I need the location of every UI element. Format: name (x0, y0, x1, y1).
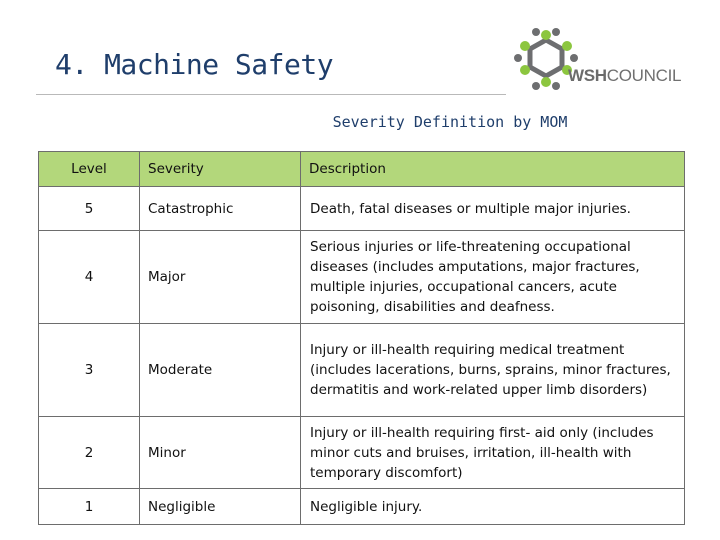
cell-level: 3 (39, 324, 140, 417)
cell-level: 4 (39, 231, 140, 324)
table-row (39, 324, 685, 417)
cell-severity: Catastrophic (140, 187, 301, 231)
cell-severity: Moderate (140, 324, 301, 417)
title-underline (36, 94, 506, 95)
cell-severity: Negligible (140, 489, 301, 525)
table-row (39, 489, 685, 525)
table-caption: Severity Definition by MOM (332, 113, 568, 131)
header-severity: Severity (140, 152, 301, 187)
table-row (39, 231, 685, 324)
cell-description: Injury or ill-health requiring first- aid only (includes minor cuts and bruises, irritation, ill-health with temporary discomfort) (301, 417, 685, 489)
logo-wordmark: WSHCOUNCIL (568, 66, 682, 85)
table-row (39, 187, 685, 231)
severity-table (38, 151, 685, 525)
wsh-council-logo-icon (512, 22, 692, 102)
header-description: Description (301, 152, 685, 187)
logo-ring (530, 40, 562, 76)
cell-level: 5 (39, 187, 140, 231)
cell-level: 2 (39, 417, 140, 489)
cell-description: Injury or ill-health requiring medical treatment (includes lacerations, burns, sprains, minor fractures, dermatitis and work-related upper limb disorders) (301, 324, 685, 417)
slide-title: 4. Machine Safety (55, 48, 334, 81)
cell-description: Negligible injury. (301, 489, 685, 525)
cell-severity: Minor (140, 417, 301, 489)
table-row (39, 417, 685, 489)
cell-description: Death, fatal diseases or multiple major injuries. (301, 187, 685, 231)
table-header-row (39, 152, 685, 187)
cell-severity: Major (140, 231, 301, 324)
cell-description: Serious injuries or life-threatening occupational diseases (includes amputations, major fractures, multiple injuries, occupational cancers, acute poisoning, disabilities and deafness. (301, 231, 685, 324)
header-level: Level (39, 152, 140, 187)
cell-level: 1 (39, 489, 140, 525)
